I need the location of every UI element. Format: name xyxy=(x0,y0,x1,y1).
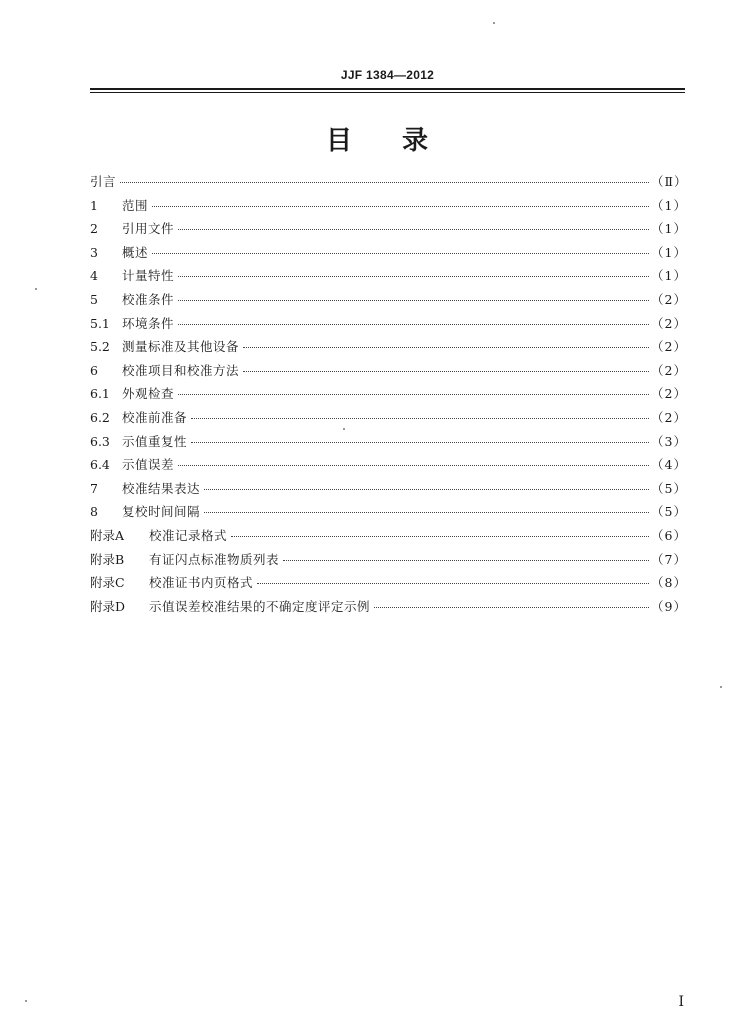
toc-row[interactable] xyxy=(90,290,685,314)
toc-section-title: 引用文件 xyxy=(122,221,175,237)
toc-section-title: 示值重复性 xyxy=(122,433,188,449)
toc-page-number: （2） xyxy=(651,315,687,331)
toc-section-title: 环境条件 xyxy=(122,315,175,331)
toc-section-title: 概述 xyxy=(122,244,149,260)
toc-section-title: 测量标准及其他设备 xyxy=(122,339,240,355)
toc-section-number: 附录B xyxy=(90,551,125,567)
toc-row[interactable] xyxy=(90,573,685,597)
toc-section-title: 校准记录格式 xyxy=(149,527,228,543)
toc-section-title: 计量特性 xyxy=(122,268,175,284)
toc-dot-leader xyxy=(152,205,649,207)
toc-section-title: 有证闪点标准物质列表 xyxy=(149,551,280,567)
toc-page-number: （1） xyxy=(651,268,687,284)
toc-dot-leader xyxy=(178,299,649,301)
toc-row[interactable] xyxy=(90,455,685,479)
toc-row[interactable] xyxy=(90,314,685,338)
toc-page-number: （5） xyxy=(651,480,687,496)
toc-section-number: 1 xyxy=(90,197,98,213)
toc-dot-leader xyxy=(178,228,649,230)
scan-speck xyxy=(493,22,495,24)
toc-dot-leader xyxy=(204,511,649,513)
document-code-header: JJF 1384—2012 xyxy=(340,68,435,82)
toc-row[interactable] xyxy=(90,526,685,550)
toc-dot-leader xyxy=(243,370,649,372)
toc-dot-leader xyxy=(178,393,649,395)
toc-section-title: 校准证书内页格式 xyxy=(149,575,254,591)
toc-section-number: 附录A xyxy=(90,527,125,543)
toc-dot-leader xyxy=(178,323,649,325)
toc-section-number: 附录D xyxy=(90,598,126,614)
toc-section-number: 8 xyxy=(90,504,98,520)
title-char-1: 目 xyxy=(325,126,352,156)
scan-speck xyxy=(720,686,722,688)
toc-section-number: 5.1 xyxy=(90,315,110,331)
toc-dot-leader xyxy=(204,488,649,490)
toc-section-number: 6.2 xyxy=(90,409,110,425)
toc-section-number: 6.3 xyxy=(90,433,110,449)
scan-speck xyxy=(25,1000,27,1002)
toc-section-title: 示值误差校准结果的不确定度评定示例 xyxy=(149,598,371,614)
toc-row[interactable] xyxy=(90,337,685,361)
toc-section-number: 5 xyxy=(90,291,98,307)
toc-row[interactable] xyxy=(90,502,685,526)
toc-page-number: （2） xyxy=(651,386,687,402)
toc-page-number: （1） xyxy=(651,197,687,213)
toc-section-title: 校准结果表达 xyxy=(122,480,201,496)
toc-row[interactable] xyxy=(90,361,685,385)
toc-page-number: （9） xyxy=(651,598,687,614)
toc-section-title: 引言 xyxy=(90,174,117,189)
page-number: I xyxy=(678,994,684,1010)
scan-speck xyxy=(35,288,37,290)
toc-section-number: 6.4 xyxy=(90,457,110,473)
page-title xyxy=(0,120,754,157)
toc-page-number: （2） xyxy=(651,339,687,355)
toc-dot-leader xyxy=(178,275,649,277)
toc-row[interactable] xyxy=(90,266,685,290)
toc-page-number: （1） xyxy=(651,244,687,260)
toc-row[interactable] xyxy=(90,219,685,243)
toc-section-title: 范围 xyxy=(122,197,149,213)
toc-dot-leader xyxy=(257,582,649,584)
toc-dot-leader xyxy=(374,606,649,608)
toc-section-title: 校准条件 xyxy=(122,291,175,307)
toc-dot-leader xyxy=(120,181,649,183)
toc-section-number: 附录C xyxy=(90,575,125,591)
toc-page-number: （Ⅱ） xyxy=(651,174,688,189)
scan-speck xyxy=(343,428,345,430)
toc-page-number: （3） xyxy=(651,433,687,449)
toc-section-number: 7 xyxy=(90,480,98,496)
toc-page-number: （6） xyxy=(651,527,687,543)
toc-dot-leader xyxy=(231,535,649,537)
toc-dot-leader xyxy=(178,464,649,466)
toc-dot-leader xyxy=(243,346,649,348)
title-char-2: 录 xyxy=(402,126,429,156)
toc-page-number: （8） xyxy=(651,575,687,591)
table-of-contents xyxy=(90,172,688,620)
toc-section-title: 示值误差 xyxy=(122,457,175,473)
toc-row[interactable] xyxy=(90,243,685,267)
toc-row[interactable] xyxy=(90,408,685,432)
toc-page-number: （1） xyxy=(651,221,687,237)
toc-row[interactable] xyxy=(90,196,685,220)
toc-dot-leader xyxy=(152,252,649,254)
toc-section-number: 4 xyxy=(90,268,98,284)
toc-section-number: 6.1 xyxy=(90,386,110,402)
toc-page-number: （2） xyxy=(651,409,687,425)
toc-page-number: （7） xyxy=(651,551,687,567)
toc-row[interactable] xyxy=(90,479,685,503)
toc-page-number: （5） xyxy=(651,504,687,520)
toc-section-title: 外观检查 xyxy=(122,386,175,402)
toc-row[interactable] xyxy=(90,550,685,574)
toc-dot-leader xyxy=(191,441,649,443)
toc-dot-leader xyxy=(191,417,649,419)
toc-page-number: （2） xyxy=(651,362,687,378)
toc-row[interactable] xyxy=(90,384,685,408)
toc-section-number: 3 xyxy=(90,244,98,260)
toc-page-number: （4） xyxy=(651,457,687,473)
toc-section-number: 6 xyxy=(90,362,98,378)
toc-dot-leader xyxy=(283,559,649,561)
toc-section-title: 复校时间间隔 xyxy=(122,504,201,520)
toc-section-number: 5.2 xyxy=(90,339,110,355)
toc-page-number: （2） xyxy=(651,291,687,307)
toc-row[interactable] xyxy=(90,432,685,456)
toc-row[interactable] xyxy=(90,172,688,196)
toc-section-title: 校准项目和校准方法 xyxy=(122,362,240,378)
toc-section-number: 2 xyxy=(90,221,98,237)
toc-section-title: 校准前准备 xyxy=(122,409,188,425)
header-rule-thick xyxy=(90,88,685,90)
toc-row[interactable] xyxy=(90,597,685,621)
header-rule-thin xyxy=(90,92,685,93)
